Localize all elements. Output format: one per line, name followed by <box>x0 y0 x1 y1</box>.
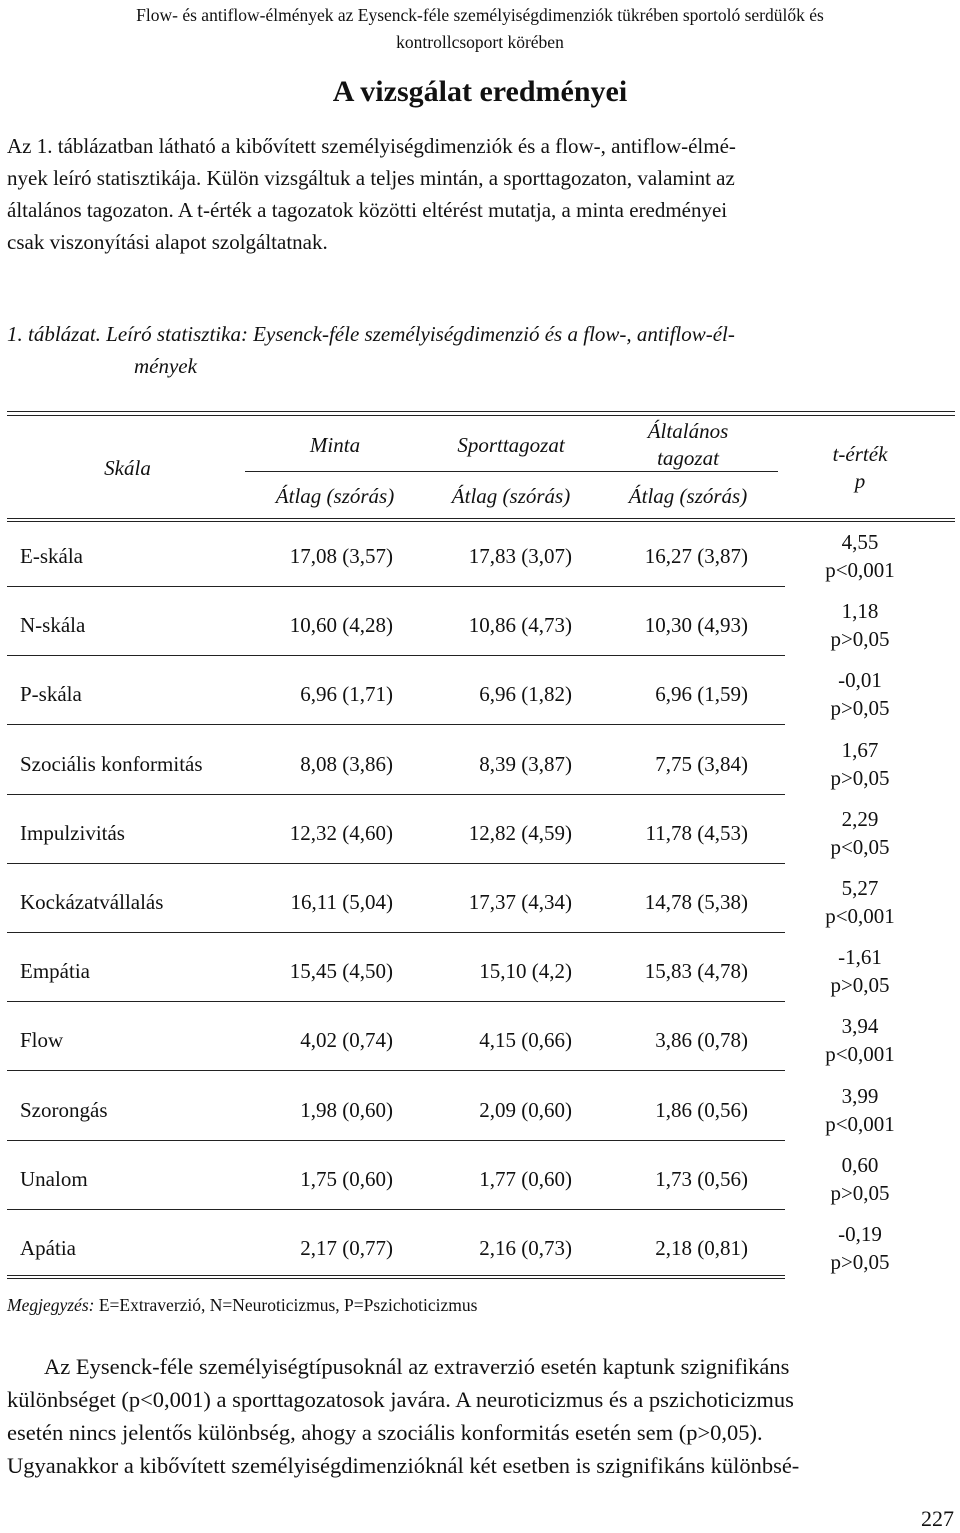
row-p-value: p>0,05 <box>830 1250 890 1274</box>
header-bottom-rule-second <box>7 521 955 522</box>
row-label: Apátia <box>20 1236 76 1260</box>
row-p-value: p<0,05 <box>830 834 890 859</box>
row-sample-value: 1,75 (0,60) <box>300 1166 393 1191</box>
row-separator <box>7 863 785 864</box>
row-general-value: 16,27 (3,87) <box>644 544 748 568</box>
table-top-rule-second <box>7 415 955 416</box>
row-separator <box>7 586 785 587</box>
row-general-value: 2,18 (0,81) <box>655 1236 748 1260</box>
table-bottom-rule <box>7 1275 785 1276</box>
row-t-value: 5,27 <box>841 876 879 900</box>
row-sport-value: 12,82 (4,59) <box>468 820 572 845</box>
row-t-value: 4,55 <box>841 530 879 554</box>
row-general-value: 3,86 (0,78) <box>655 1028 748 1053</box>
table-bottom-rule-second <box>7 1278 785 1279</box>
row-p-value: p<0,001 <box>825 904 895 928</box>
row-t-value: 3,94 <box>841 1014 879 1039</box>
header-t-value: t-érték <box>832 442 888 466</box>
table-note-text: E=Extraverzió, N=Neuroticizmus, P=Pszichoticizmus <box>94 1295 478 1315</box>
row-sample-value: 12,32 (4,60) <box>289 820 393 845</box>
row-sample-value: 10,60 (4,28) <box>289 613 393 638</box>
intro-line-1: Az 1. táblázatban látható a kibővített személyiségdimenziók és a flow-, antiflow-élmé- <box>7 134 736 158</box>
header-bottom-rule <box>7 518 955 519</box>
body-line-2: különbséget (p<0,001) a sporttagozatosok javára. A neuroticizmus és a pszichoticizmus <box>7 1387 794 1412</box>
row-label: Impulzivitás <box>20 820 125 845</box>
header-sport: Sporttagozat <box>457 433 565 457</box>
running-header-line-2: kontrollcsoport körében <box>396 32 564 52</box>
table-caption <box>7 318 955 382</box>
row-general-value: 11,78 (4,53) <box>645 820 748 845</box>
row-general-value: 6,96 (1,59) <box>655 682 748 707</box>
row-t-value: -0,01 <box>838 668 882 693</box>
row-p-value: p>0,05 <box>830 973 890 998</box>
row-separator <box>7 932 785 933</box>
header-sport-mean-sd: Átlag (szórás) <box>451 484 571 508</box>
row-sport-value: 17,37 (4,34) <box>468 890 572 914</box>
row-label: Szociális konformitás <box>20 751 203 776</box>
row-separator <box>7 1209 785 1210</box>
running-header-line-1: Flow- és antiflow-élmények az Eysenck-féle személyiségdimenziók tükrében sportoló serdülők és <box>136 5 824 25</box>
row-separator <box>7 1001 785 1002</box>
row-t-value: -0,19 <box>838 1222 882 1246</box>
row-t-value: 1,67 <box>841 737 879 762</box>
row-general-value: 1,73 (0,56) <box>655 1166 748 1191</box>
row-t-value: -1,61 <box>838 945 882 970</box>
row-sample-value: 16,11 (5,04) <box>290 890 393 914</box>
row-sample-value: 6,96 (1,71) <box>300 682 393 707</box>
page-number: 227 <box>921 1506 954 1531</box>
running-header <box>0 2 960 56</box>
row-t-value: 3,99 <box>841 1083 879 1108</box>
row-p-value: p>0,05 <box>830 627 890 652</box>
row-p-value: p<0,001 <box>825 1042 895 1067</box>
body-line-4: Ugyanakkor a kibővített személyiségdimenzióknál két esetben is szignifikáns különbsé- <box>7 1453 800 1478</box>
row-p-value: p>0,05 <box>830 765 890 790</box>
row-sample-value: 4,02 (0,74) <box>300 1028 393 1053</box>
row-separator <box>7 724 785 725</box>
row-sport-value: 15,10 (4,2) <box>479 959 572 984</box>
intro-line-3: általános tagozaton. A t-érték a tagozatok közötti eltérést mutatja, a minta eredményei <box>7 198 728 222</box>
row-sample-value: 2,17 (0,77) <box>300 1236 393 1260</box>
row-sport-value: 8,39 (3,87) <box>479 751 572 776</box>
row-t-value: 2,29 <box>841 806 879 831</box>
header-sample: Minta <box>309 433 361 457</box>
row-separator <box>7 794 785 795</box>
table-top-rule <box>7 411 955 412</box>
table-caption-line-1: 1. táblázat. Leíró statisztika: Eysenck-féle személyiségdimenzió és a flow-, antiflow-él- <box>7 322 735 346</box>
row-general-value: 15,83 (4,78) <box>644 959 748 984</box>
row-label: E-skála <box>20 544 83 568</box>
row-p-value: p>0,05 <box>830 1180 890 1205</box>
row-t-value: 1,18 <box>841 599 879 624</box>
row-general-value: 7,75 (3,84) <box>655 751 748 776</box>
row-sport-value: 10,86 (4,73) <box>468 613 572 638</box>
header-scale: Skála <box>104 456 151 480</box>
body-paragraph <box>7 1350 955 1482</box>
header-sample-mean-sd: Átlag (szórás) <box>275 484 395 508</box>
table-note <box>7 1293 477 1317</box>
row-p-value: p>0,05 <box>830 696 890 721</box>
header-p: p <box>854 469 866 493</box>
row-sport-value: 1,77 (0,60) <box>479 1166 572 1191</box>
intro-line-2: nyek leíró statisztikája. Külön vizsgáltuk a teljes mintán, a sporttagozaton, valamint az <box>7 166 735 190</box>
row-sample-value: 8,08 (3,86) <box>300 751 393 776</box>
row-label: Flow <box>20 1028 64 1053</box>
header-general-line-1: Általános <box>647 419 729 443</box>
body-line-1: Az Eysenck-féle személyiségtípusoknál az extraverzió esetén kaptunk szignifikáns <box>44 1354 790 1379</box>
header-general-line-2: tagozat <box>657 446 719 470</box>
row-label: N-skála <box>20 613 86 638</box>
row-label: Unalom <box>20 1166 88 1191</box>
row-separator <box>7 1070 785 1071</box>
row-label: Kockázatvállalás <box>20 890 164 914</box>
table-note-label: Megjegyzés: <box>7 1295 95 1315</box>
intro-paragraph <box>7 130 955 258</box>
section-title: A vizsgálat eredményei <box>332 75 628 108</box>
row-sport-value: 17,83 (3,07) <box>468 544 572 568</box>
body-line-3: esetén nincs jelentős különbség, ahogy a szociális konformitás esetén sem (p>0,05). <box>7 1420 763 1445</box>
row-sample-value: 15,45 (4,50) <box>289 959 393 984</box>
row-sample-value: 1,98 (0,60) <box>300 1097 393 1122</box>
intro-line-4: csak viszonyítási alapot szolgáltatnak. <box>7 230 328 254</box>
row-sport-value: 2,09 (0,60) <box>479 1097 572 1122</box>
row-label: P-skála <box>20 682 82 707</box>
row-separator <box>7 655 785 656</box>
row-p-value: p<0,001 <box>825 1111 895 1136</box>
row-sample-value: 17,08 (3,57) <box>289 544 393 568</box>
row-sport-value: 6,96 (1,82) <box>479 682 572 707</box>
row-label: Szorongás <box>20 1097 108 1122</box>
row-sport-value: 4,15 (0,66) <box>479 1028 572 1053</box>
row-t-value: 0,60 <box>841 1152 879 1177</box>
row-label: Empátia <box>20 959 90 984</box>
row-p-value: p<0,001 <box>825 558 895 582</box>
row-general-value: 1,86 (0,56) <box>655 1097 748 1122</box>
row-sport-value: 2,16 (0,73) <box>479 1236 572 1260</box>
row-general-value: 14,78 (5,38) <box>644 890 748 914</box>
row-general-value: 10,30 (4,93) <box>644 613 748 638</box>
header-general-mean-sd: Átlag (szórás) <box>628 484 748 508</box>
table-caption-line-2: mények <box>134 354 197 378</box>
row-separator <box>7 1140 785 1141</box>
